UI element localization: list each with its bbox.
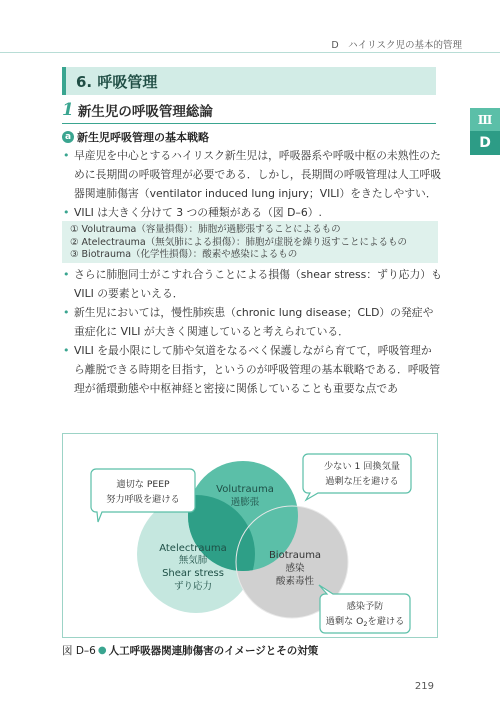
figure-title: 人工呼吸器関連肺傷害のイメージとその対策 <box>108 645 319 657</box>
callout-o2-line1: 感染予防 <box>346 601 384 612</box>
vili-type-item: ① Volutrauma（容量損傷）：肺胞が過膨張することによるもの <box>70 224 341 235</box>
subsection-number: 1 <box>62 100 74 120</box>
list-item: • VILI を最小限にして肺や気道をなるべく保護しながら育てて，呼吸管理から離脱できる時期を目指す，というのが呼吸管理の基本戦略である．呼吸管理が循環動態や中枢神経と密接に関係していることも重要な点であ <box>62 341 442 398</box>
figure-caption <box>62 643 318 658</box>
list-item: • 新生児においては，慢性肺疾患（chronic lung disease；CLD）の発症や重症化に VILI が大きく関連していると考えられている． <box>62 303 442 341</box>
vili-types-box <box>62 221 438 263</box>
bullet-list-intro <box>62 146 442 222</box>
callout-o2-line2a: 過剰な O <box>325 616 364 627</box>
biotrauma-label: Biotrauma <box>268 550 322 561</box>
chapter-tab: Ⅲ <box>470 108 500 131</box>
subsection-heading <box>62 102 436 124</box>
figure-number: 図 D–6 <box>62 645 96 657</box>
circled-letter-icon: a <box>62 131 74 143</box>
section-tab: D <box>470 131 500 155</box>
volutrauma-sub: 過膨張 <box>230 497 260 508</box>
biotrauma-sub: 感染 <box>285 563 305 574</box>
subhead-title: 新生児呼吸管理の基本戦略 <box>77 131 209 144</box>
bullet-list-strategy <box>62 265 442 398</box>
header-rule <box>0 52 500 53</box>
callout-tv-line2: 過剰な圧を避ける <box>325 476 399 487</box>
subhead <box>62 129 209 145</box>
bullet-dot-icon: ● <box>97 645 107 656</box>
shear-label: Shear stress <box>162 568 224 579</box>
page-number: 219 <box>414 681 434 692</box>
shear-sub: ずり応力 <box>173 581 213 592</box>
callout-o2-subscript: 2 <box>363 620 368 628</box>
list-item: • さらに肺胞同士がこすれ合うことによる損傷（shear stress：ずり応力）も VILI の要素といえる． <box>62 265 442 303</box>
vili-type-item: ③ Biotrauma（化学性損傷）：酸素や感染によるもの <box>70 249 298 260</box>
callout-o2-line2b: を避ける <box>367 616 405 627</box>
figure-vili-diagram <box>62 433 438 638</box>
subsection-title: 新生児の呼吸管理総論 <box>77 104 213 120</box>
section-title: 6. 呼吸管理 <box>62 67 436 95</box>
volutrauma-label: Volutrauma <box>216 484 274 495</box>
list-item: • 早産児を中心とするハイリスク新生児は，呼吸器系や呼吸中枢の未熟性のために長期間の呼吸管理が必要である．しかし，長期間の呼吸管理は人工呼吸器関連肺傷害（ventilator induced lung injury；VILI）をきたしやすい． <box>62 146 442 203</box>
callout-tv-line1: 少ない 1 回換気量 <box>324 461 400 472</box>
biotrauma-sub: 酸素毒性 <box>275 576 315 587</box>
running-header: D ハイリスク児の基本的管理 <box>331 40 462 51</box>
atelectrauma-label: Atelectrauma <box>159 543 227 554</box>
atelectrauma-sub: 無気肺 <box>178 555 208 566</box>
venn-diagram <box>63 434 439 639</box>
list-item: • VILI は大きく分けて 3 つの種類がある（図 D–6）. <box>62 203 442 222</box>
vili-type-item: ② Atelectrauma（無気肺による損傷）：肺胞が虚脱を繰り返すことによるもの <box>70 236 407 248</box>
callout-peep-line1: 適切な PEEP <box>116 479 170 490</box>
callout-peep-line2: 努力呼吸を避ける <box>106 494 180 505</box>
